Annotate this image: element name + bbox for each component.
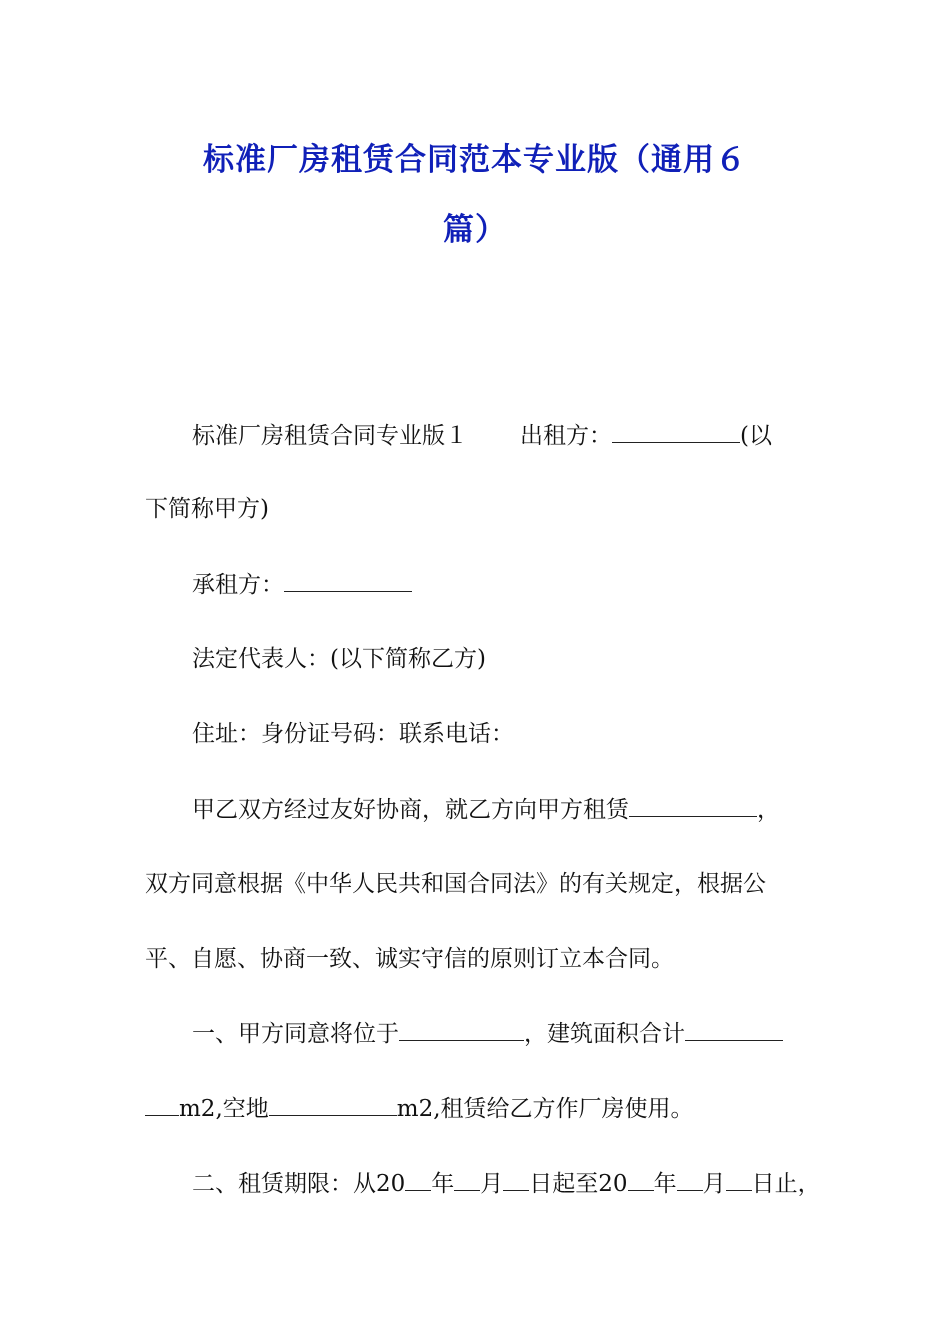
start-month-blank [454, 1168, 480, 1191]
area-blank [685, 1018, 783, 1041]
clause-one [192, 1018, 783, 1049]
end-day-blank [726, 1168, 752, 1191]
month-label: 月 [480, 1171, 504, 1197]
clause-one-text-d: m2,租赁给乙方作厂房使用。 [396, 1096, 694, 1122]
paragraph-agreement-cont-1: 双方同意根据《中华人民共和国合同法》的有关规定，根据公 [145, 871, 766, 897]
lessor-suffix: (以 [740, 423, 772, 449]
open-land-blank [269, 1093, 397, 1116]
end-year-blank [628, 1168, 654, 1191]
lessor-blank [612, 420, 740, 443]
clause-two-text-c: 日止， [751, 1171, 821, 1197]
agreement-text: 甲乙双方经过友好协商，就乙方向甲方租赁 [192, 797, 629, 823]
paragraph-legal-rep: 法定代表人：(以下简称乙方) [192, 646, 486, 672]
rental-object-blank [629, 794, 757, 817]
agreement-comma: ， [757, 797, 780, 823]
paragraph-contact: 住址：身份证号码：联系电话： [192, 721, 514, 747]
clause-two-text-b: 日起至20 [529, 1171, 628, 1197]
location-blank [399, 1018, 524, 1041]
clause-one-text-a: 一、甲方同意将位于 [192, 1021, 399, 1047]
paragraph-lessor-cont: 下简称甲方) [145, 496, 269, 522]
area-blank-cont [145, 1093, 179, 1116]
start-day-blank [503, 1168, 529, 1191]
clause-one-text-c: m2,空地 [179, 1096, 269, 1122]
lessee-label: 承租方： [192, 572, 284, 598]
paragraph-lessee [192, 569, 412, 600]
paragraph-lessor [192, 420, 772, 451]
start-year-blank [405, 1168, 431, 1191]
clause-one-cont [145, 1093, 694, 1124]
lessee-blank [284, 569, 412, 592]
paragraph-agreement-cont-2: 平、自愿、协商一致、诚实守信的原则订立本合同。 [145, 946, 674, 972]
clause-two-text-a: 二、租赁期限：从20 [192, 1171, 406, 1197]
year-label-2: 年 [653, 1171, 677, 1197]
contract-heading: 标准厂房租赁合同专业版１ [192, 423, 468, 449]
month-label-2: 月 [702, 1171, 726, 1197]
document-title-line-1: 标准厂房租赁合同范本专业版（通用６ [203, 142, 747, 178]
lessor-label: 出租方： [520, 423, 612, 449]
clause-one-text-b: ，建筑面积合计 [524, 1021, 685, 1047]
clause-two [192, 1168, 821, 1199]
end-month-blank [677, 1168, 703, 1191]
document-title-line-2: 篇） [443, 212, 507, 248]
paragraph-agreement [192, 794, 780, 825]
year-label: 年 [431, 1171, 455, 1197]
